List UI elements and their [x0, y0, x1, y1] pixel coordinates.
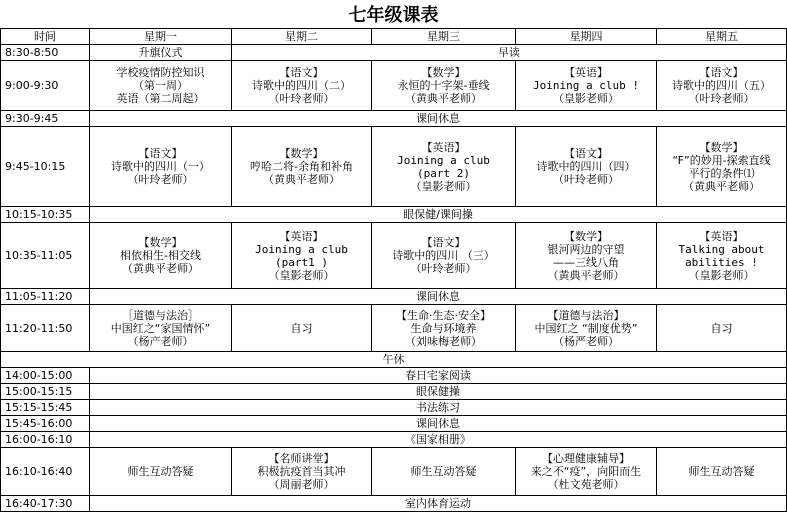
- cell-line: 中国红之“家国情怀”: [110, 321, 211, 335]
- cell-line: 【数学】: [421, 66, 466, 79]
- cell-line: （周丽老师）: [268, 478, 335, 491]
- header-day: 星期三: [372, 29, 516, 45]
- cell-line: 【语文】: [421, 236, 466, 249]
- class-cell: [90, 127, 232, 207]
- cell-line: （黄典平老师）: [122, 262, 199, 275]
- class-cell: [232, 305, 372, 352]
- class-cell: [372, 61, 516, 111]
- cell-line: 诗歌中的四川（四）: [536, 160, 636, 173]
- header-day: 星期五: [657, 29, 787, 45]
- time-cell: 11:05-11:20: [1, 289, 90, 305]
- class-cell: [90, 305, 232, 352]
- header-day: 星期四: [516, 29, 657, 45]
- cell-line: 平行的条件⑴: [688, 166, 755, 180]
- span-cell: 课间休息: [90, 416, 787, 432]
- table-row: [1, 207, 787, 223]
- timetable: [0, 28, 787, 512]
- cell-line: 诗歌中的四川 （三）: [392, 249, 495, 262]
- cell-line: 诗歌中的四川（二）: [252, 79, 351, 92]
- time-cell: 15:00-15:15: [1, 384, 90, 400]
- class-cell: [516, 223, 657, 289]
- time-cell: 16:00-16:10: [1, 432, 90, 448]
- cell-line: （杨产老师）: [127, 334, 194, 348]
- cell-line: 【英语】: [699, 229, 744, 243]
- cell-line: Joining a club: [255, 242, 348, 256]
- class-cell: [90, 223, 232, 289]
- cell-line: （第一周）: [133, 79, 188, 92]
- class-cell: [657, 127, 787, 207]
- class-cell: [232, 127, 372, 207]
- page-title: 七年级课表: [348, 5, 439, 26]
- time-cell: 9:30-9:45: [1, 111, 90, 127]
- table-row: [1, 223, 787, 289]
- time-cell: 9:45-10:15: [1, 127, 90, 207]
- cell-line: （杜文苑老师）: [547, 478, 625, 491]
- class-cell: [516, 61, 657, 111]
- cell-line: （黄典平老师）: [683, 179, 760, 193]
- cell-line: 【英语】: [564, 66, 608, 79]
- cell-line: （皇影老师）: [410, 179, 477, 193]
- cell-line: 【数学】: [564, 229, 608, 243]
- header-row: [1, 29, 787, 45]
- cell-line: 学校疫情防控知识: [116, 66, 205, 79]
- table-row: [1, 416, 787, 432]
- span-cell: 眼保健操: [90, 384, 787, 400]
- lunch-break-cell: 午休: [1, 352, 787, 368]
- table-row: [1, 61, 787, 111]
- cell-line: 相依相生-相交线: [120, 249, 201, 262]
- span-cell: 书法练习: [90, 400, 787, 416]
- cell-line: 积极抗疫首当其冲: [257, 465, 346, 478]
- class-cell: [372, 305, 516, 352]
- cell-line: 生命与环境养: [410, 321, 477, 335]
- cell-line: （叶玲老师）: [410, 262, 477, 275]
- cell-line: abilities !: [685, 255, 758, 269]
- class-cell: [657, 448, 787, 496]
- cell-line: ［道德与法治］: [122, 308, 199, 322]
- cell-line: 师生互动答疑: [688, 465, 755, 478]
- cell-line: 【语文】: [138, 147, 183, 160]
- table-row: [1, 111, 787, 127]
- table-row: [1, 45, 787, 61]
- header-time: 时间: [1, 29, 90, 45]
- class-cell: [90, 61, 232, 111]
- time-cell: 8:30-8:50: [1, 45, 90, 61]
- cell-line: 银河两边的守望: [547, 242, 625, 256]
- cell-line: 【数学】: [279, 147, 324, 160]
- cell-line: Joining a club !: [533, 79, 639, 92]
- cell-line: （黄典平老师）: [405, 92, 482, 105]
- span-cell: 课间休息: [90, 289, 787, 305]
- class-cell: [90, 448, 232, 496]
- class-cell: [372, 127, 516, 207]
- cell-line: （皇影老师）: [688, 268, 755, 282]
- table-row: [1, 305, 787, 352]
- class-cell: [657, 61, 787, 111]
- cell-line: 【名师讲堂】: [268, 452, 335, 465]
- class-cell: [372, 448, 516, 496]
- cell-line: （叶玲老师）: [553, 173, 619, 186]
- cell-line: （叶玲老师）: [688, 92, 755, 105]
- cell-line: 哼哈二将-余角和补角: [250, 160, 353, 173]
- cell-line: 诗歌中的四川（五）: [672, 79, 771, 92]
- time-cell: 10:15-10:35: [1, 207, 90, 223]
- class-cell: [232, 61, 372, 111]
- cell-line: (part1 ): [275, 255, 328, 269]
- class-cell: [232, 448, 372, 496]
- table-row: [1, 400, 787, 416]
- cell-line: 中国红之 “制度优势”: [534, 321, 638, 335]
- table-row: [1, 352, 787, 368]
- cell-line: （皇影老师）: [268, 268, 335, 282]
- cell-line: （叶玲老师）: [127, 173, 194, 186]
- span-cell: 课间休息: [90, 111, 787, 127]
- time-cell: 15:15-15:45: [1, 400, 90, 416]
- cell-line: 永恒的十字架-垂线: [397, 79, 490, 92]
- span-cell: 眼保健/课间操: [90, 207, 787, 223]
- header-day: 星期二: [232, 29, 372, 45]
- table-row: [1, 127, 787, 207]
- class-cell: [372, 223, 516, 289]
- header-day: 星期一: [90, 29, 232, 45]
- cell-line: （杨严老师）: [553, 334, 619, 348]
- cell-line: “F”的妙用-探索直线: [672, 153, 771, 167]
- cell-line: 【数学】: [138, 236, 183, 249]
- span-cell: 春日宅家阅读: [90, 368, 787, 384]
- time-cell: 10:35-11:05: [1, 223, 90, 289]
- span-cell: 室内体育运动: [90, 496, 787, 512]
- cell-line: 自习: [290, 321, 313, 335]
- table-row: [1, 384, 787, 400]
- class-cell: [657, 223, 787, 289]
- cell-line: 来之不“疫”，向阳而生: [530, 465, 642, 478]
- time-cell: 14:00-15:00: [1, 368, 90, 384]
- cell-line: Joining a club: [397, 153, 490, 167]
- cell-line: 自习: [710, 321, 733, 335]
- table-row: [1, 289, 787, 305]
- cell-line: 【语文】: [564, 147, 608, 160]
- cell-line: 师生互动答疑: [127, 465, 194, 478]
- cell-line: （皇影老师）: [553, 92, 619, 105]
- cell-line: （叶玲老师）: [268, 92, 335, 105]
- cell-line: 英语（第二周起）: [116, 92, 205, 105]
- table-row: [1, 496, 787, 512]
- time-cell: 16:40-17:30: [1, 496, 90, 512]
- cell-line: 【英语】: [421, 140, 466, 154]
- cell-line: 【英语】: [279, 229, 324, 243]
- table-row: [1, 432, 787, 448]
- cell-line: （黄典平老师）: [263, 173, 340, 186]
- class-cell: [232, 223, 372, 289]
- cell-line: 师生互动答疑: [410, 465, 477, 478]
- cell-line: 【生命·生态·安全】: [396, 308, 491, 322]
- class-cell: 升旗仪式: [90, 45, 232, 61]
- class-cell: [516, 127, 657, 207]
- table-row: [1, 448, 787, 496]
- cell-line: （刘味梅老师）: [405, 334, 482, 348]
- span-cell: 《国家相册》: [90, 432, 787, 448]
- cell-line: Talking about: [678, 242, 765, 256]
- cell-line: ——三线八角: [553, 255, 619, 269]
- cell-line: （黄典平老师）: [547, 268, 625, 282]
- span-cell: 早读: [232, 45, 787, 61]
- table-row: [1, 368, 787, 384]
- cell-line: (part 2): [417, 166, 470, 180]
- cell-line: 【数学】: [699, 140, 744, 154]
- time-cell: 11:20-11:50: [1, 305, 90, 352]
- cell-line: 【语文】: [279, 66, 324, 79]
- cell-line: 诗歌中的四川（一）: [111, 160, 210, 173]
- cell-line: 【语文】: [699, 66, 744, 79]
- cell-line: 【道德与法治】: [547, 308, 625, 322]
- class-cell: [657, 305, 787, 352]
- time-cell: 16:10-16:40: [1, 448, 90, 496]
- time-cell: 9:00-9:30: [1, 61, 90, 111]
- time-cell: 15:45-16:00: [1, 416, 90, 432]
- class-cell: [516, 305, 657, 352]
- class-cell: [516, 448, 657, 496]
- cell-line: 【心理健康辅导】: [542, 452, 630, 465]
